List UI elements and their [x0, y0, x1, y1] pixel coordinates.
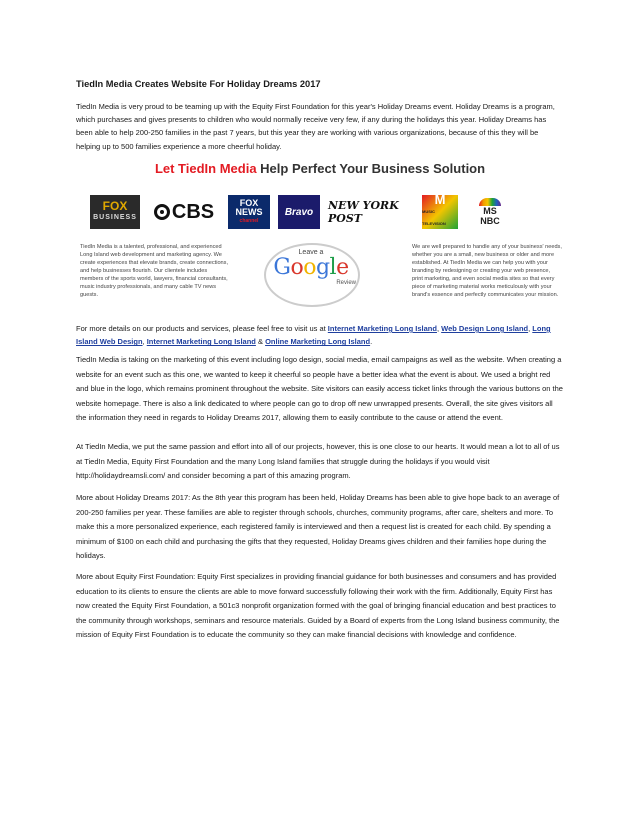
google-letter: G: [273, 255, 291, 280]
bravo-logo: [278, 195, 320, 229]
link-long-island-web-design[interactable]: Long Island Web Design: [76, 324, 551, 347]
google-review-badge: [252, 243, 370, 309]
fox-news-logo-sub: channel: [239, 217, 259, 224]
fox-business-logo-text: FOX: [102, 199, 128, 213]
link-online-marketing-long-island[interactable]: Online Marketing Long Island: [265, 337, 371, 347]
fox-news-logo-text-1: FOX: [239, 197, 259, 208]
fox-business-logo: [90, 195, 140, 229]
banner-right-text: We are well prepared to handle any of your business' needs, whether you are a small, new business or older and more established. At TiedIn Media we can help you with your branding by redesigning or creating your web presence, print marketing, and even social media sites so that every piece of marketing material works meticulously with your brand's essence and perfectly communicates your mission.: [412, 244, 562, 298]
client-logos: [86, 192, 554, 231]
link-internet-marketing-long-island-2[interactable]: Internet Marketing Long Island: [146, 337, 256, 347]
links-prefix: For more details on our products and services, please feel free to visit us at: [76, 324, 328, 333]
cbs-logo-text: CBS: [171, 200, 215, 223]
banner-headline-rest: Help Perfect Your Business Solution: [256, 161, 486, 176]
marketing-paragraph: TiedIn Media is taking on the marketing of this event including logo design, social media, email campaigns as well as the website. When creating a website for an event such as this one, we wanted to keep it cheerful so people have a better idea what the event is about. We used a bright red and blue in the logo, which remains prominent throughout the website. Site visitors can easily access ticket links through the various buttons on the website homepage. There is also a link dedicated to where people can go to drop off new unwrapped presents. Overall, the site gives visitors all the information they need in regards to Holiday Dreams 2017, allowing them to easily contribute to the cause or attend the event.: [76, 355, 563, 422]
links-suffix: .: [370, 337, 373, 347]
google-leave-text: Leave a: [298, 249, 324, 256]
google-letter: g: [315, 255, 330, 280]
link-web-design-long-island[interactable]: Web Design Long Island: [441, 324, 529, 333]
fox-news-logo: [228, 195, 270, 229]
document-title: TiedIn Media Creates Website For Holiday Dreams 2017: [76, 79, 321, 89]
msnbc-logo-text-1: MS: [483, 206, 497, 216]
links-separator: ,: [528, 324, 533, 333]
google-letter: o: [290, 255, 304, 280]
mtv-logo: [422, 192, 458, 229]
msnbc-logo-text-2: NBC: [480, 216, 500, 226]
cbs-eye-icon: [154, 204, 170, 220]
links-paragraph: [76, 322, 564, 348]
google-letter: o: [303, 255, 316, 280]
new-york-post-logo: [328, 195, 414, 229]
fox-news-logo-text-2: NEWS: [235, 206, 263, 217]
intro-paragraph: TiedIn Media is very proud to be teaming up with the Equity First Foundation for this year's Holiday Dreams event. Holiday Dreams is a program, which purchases and gives presents to children who would normally receive very few, if any during the holidays this year. Holiday Dreams has been able to help 200-250 families in the past 7 years, but this year they are working with various organizations, because of this they will be helping up to 500 families experience a more cheerful holiday.: [76, 102, 555, 151]
new-york-post-logo-text: NEW YORK POST: [328, 199, 399, 225]
mtv-logo-text: M: [434, 192, 446, 207]
speech-bubble-icon: [264, 243, 360, 307]
google-letter: e: [336, 255, 349, 280]
passion-paragraph: At TiedIn Media, we put the same passion and effort into all of our projects, however, this is one close to our hearts. It would mean a lot to all of us at TiedIn Media, Equity First Foundation and the many Long Island families that struggle during the holidays if you would visit http://holidaydreamsli.com/ and consider becoming a part of this amazing program.: [76, 442, 560, 480]
bravo-logo-text: Bravo: [284, 206, 314, 218]
banner-left-text: TiedIn Media is a talented, professional, and experienced Long Island web development and marketing agency. We create experiences that elevate brands, create connections, and help businesses flourish. Our clientele includes members of the sports world, lawyers, financial consultants, music industry professionals, and many cable TV news guests.: [80, 244, 229, 298]
promo-banner: [76, 155, 564, 318]
cbs-logo: [148, 195, 220, 229]
banner-headline-brand: Let TiedIn Media: [154, 161, 257, 176]
peacock-icon: [479, 198, 501, 206]
links-separator: ,: [142, 337, 147, 347]
link-internet-marketing-long-island[interactable]: Internet Marketing Long Island: [327, 324, 437, 333]
fox-business-logo-sub: BUSINESS: [93, 214, 137, 221]
mtv-logo-sub: MUSIC TELEVISION: [422, 209, 446, 226]
equity-first-paragraph: More about Equity First Foundation: Equity First specializes in providing financial guidance for both businesses and consumers and has provided education to its clients to ensure the clients are able to move forward successfully following their work with the firm. Additionally, Equity First has now created the Equity First Foundation, a 501c3 nonprofit organization formed with the goal of bringing financial education and best practices to the community through workshops, seminars and resource materials. Guided by a Board of experts from the Long Island business community, the mission of Equity First Foundation is to educate the community so they can make financial decisions with knowledge and confidence.: [76, 572, 560, 639]
google-review-text: Review: [336, 280, 356, 286]
holiday-dreams-paragraph: More about Holiday Dreams 2017: As the 8th year this program has been held, Holiday Dreams has been able to give hope back to an average of 200-250 families per year. These families are able to register through schools, churches, community programs, after care, shelters and more. To make this a more personalized experience, each registered family is interviewed and then a request list is created for each child. By spending a minimum of $100 on each child and purchasing the gifts that they requested, Holiday Dreams gives children and their families hope during the holidays.: [76, 493, 560, 560]
msnbc-logo: [468, 195, 512, 229]
links-separator: &: [255, 337, 266, 347]
banner-headline: [76, 161, 564, 176]
links-separator: ,: [436, 324, 442, 333]
google-letter: l: [329, 255, 337, 280]
